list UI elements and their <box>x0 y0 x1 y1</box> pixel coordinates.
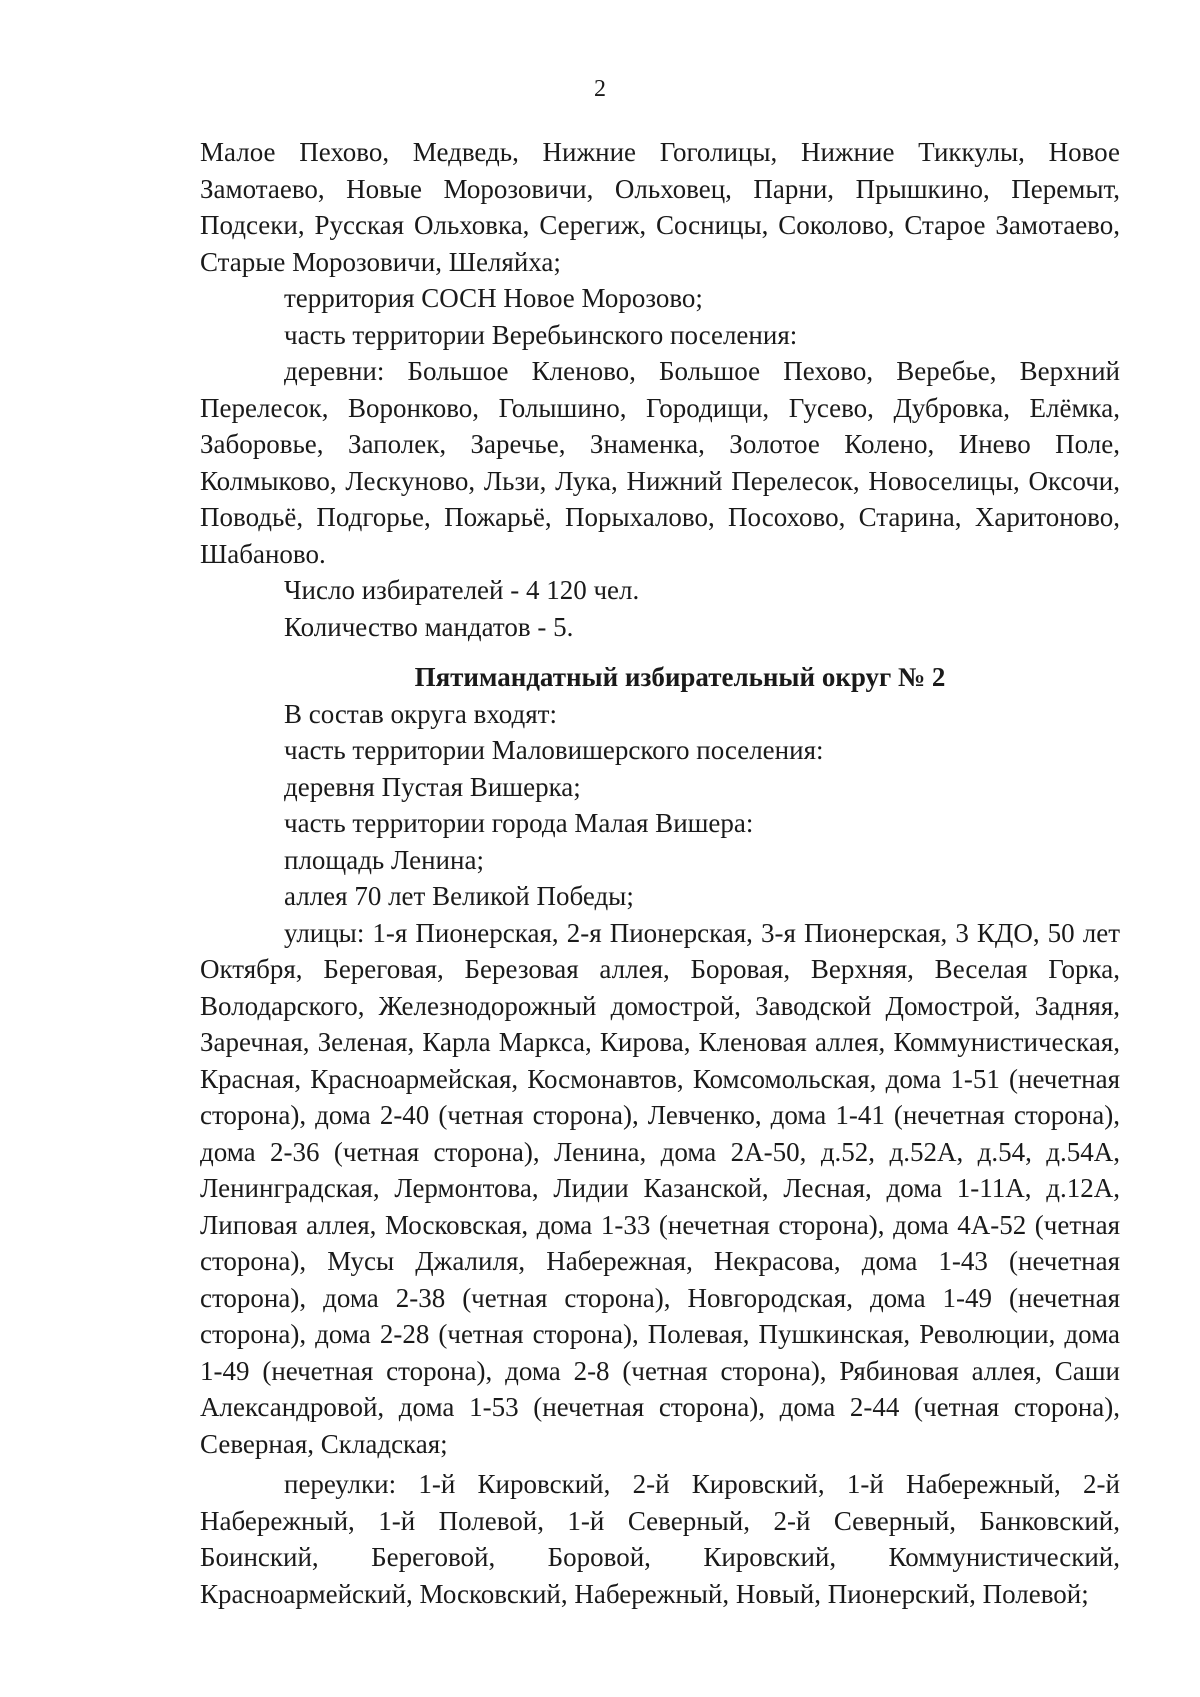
district2-composition: В состав округа входят: <box>284 698 557 729</box>
lanes-list: переулки: 1-й Кировский, 2-й Кировский, 1-й Набережный, 2-й Набережный, 1-й Полевой, 1-й Северный, 2-й Северный, Банковский, Боинский, Береговой, Боровой, Кировский, Коммунистический, Красноармейский, Московский, Набережный, Новый, Пионерский, Полевой; <box>200 1469 1120 1609</box>
mandates-count: Количество мандатов - 5. <box>284 611 574 642</box>
voters-count: Число избирателей - 4 120 чел. <box>284 575 640 605</box>
victory-alley: аллея 70 лет Великой Победы; <box>284 881 634 911</box>
verebye-villages: деревни: Большое Кленово, Большое Пехово, Веребье, Верхний Перелесок, Воронково, Голышино, Городищи, Гусево, Дубровка, Елёмка, Заборовье, Заполек, Заречье, Знаменка, Золотое Колено, Инево Поле, Колмыково, Лескуново, Льзи, Лука, Нижний Перелесок, Новоселицы, Оксочи, Поводьё, Подгорье, Пожарьё, Порыхалово, Посохово, Старина, Харитоново, Шабаново. <box>200 356 1120 569</box>
page-number: 2 <box>594 76 606 102</box>
streets-list: улицы: 1-я Пионерская, 2-я Пионерская, 3-я Пионерская, 3 КДО, 50 лет Октября, Береговая, Березовая аллея, Боровая, Верхняя, Веселая Горка, Володарского, Железнодорожный домострой, Заводской Домострой, Задняя, Заречная, Зеленая, Карла Маркса, Кирова, Кленовая аллея, Коммунистическая, Красная, Красноармейская, Космонавтов, Комсомольская, дома 1-51 (нечетная сторона), дома 2-40 (четная сторона), Левченко, дома 1-41 (нечетная сторона), дома 2-36 (четная сторона), Ленина, дома 2А-50, д.52, д.52А, д.54, д.54А, Ленинградская, Лермонтова, Лидии Казанской, Лесная, дома 1-11А, д.12А, Липовая аллея, Московская, дома 1-33 (нечетная сторона), дома 4А-52 (четная сторона), Мусы Джалиля, Набережная, Некрасова, дома 1-43 (нечетная сторона), дома 2-38 (четная сторона), Новгородская, дома 1-49 (нечетная сторона), дома 2-28 (четная сторона), Полевая, Пушкинская, Революции, дома 1-49 (нечетная сторона), дома 2-8 (четная сторона), Рябиновая аллея, Саши Александровой, дома 1-53 (нечетная сторона), дома 2-44 (четная сторона), Северная, Складская; <box>200 917 1120 1459</box>
village-pustaya-visherka: деревня Пустая Вишерка; <box>284 771 581 802</box>
verebye-settlement-part: часть территории Веребьинского поселения: <box>284 319 798 350</box>
sosn-territory: территория СОСН Новое Морозово; <box>284 283 703 313</box>
city-part: часть территории города Малая Вишера: <box>284 808 754 838</box>
lenin-square: площадь Ленина; <box>284 844 484 875</box>
district1-villages-continuation: Малое Пехово, Медведь, Нижние Гоголицы, Нижние Тиккулы, Новое Замотаево, Новые Морозовичи, Ольховец, Парни, Прышкино, Перемыт, Подсеки, Русская Ольховка, Серегиж, Сосницы, Соколово, Старое Замотаево, Старые Морозовичи, Шеляйха; <box>200 137 1120 277</box>
document-body <box>200 134 1120 1612</box>
malovishera-settlement-part: часть территории Маловишерского поселения: <box>284 735 824 765</box>
district2-heading: Пятимандатный избирательный округ № 2 <box>414 662 946 692</box>
